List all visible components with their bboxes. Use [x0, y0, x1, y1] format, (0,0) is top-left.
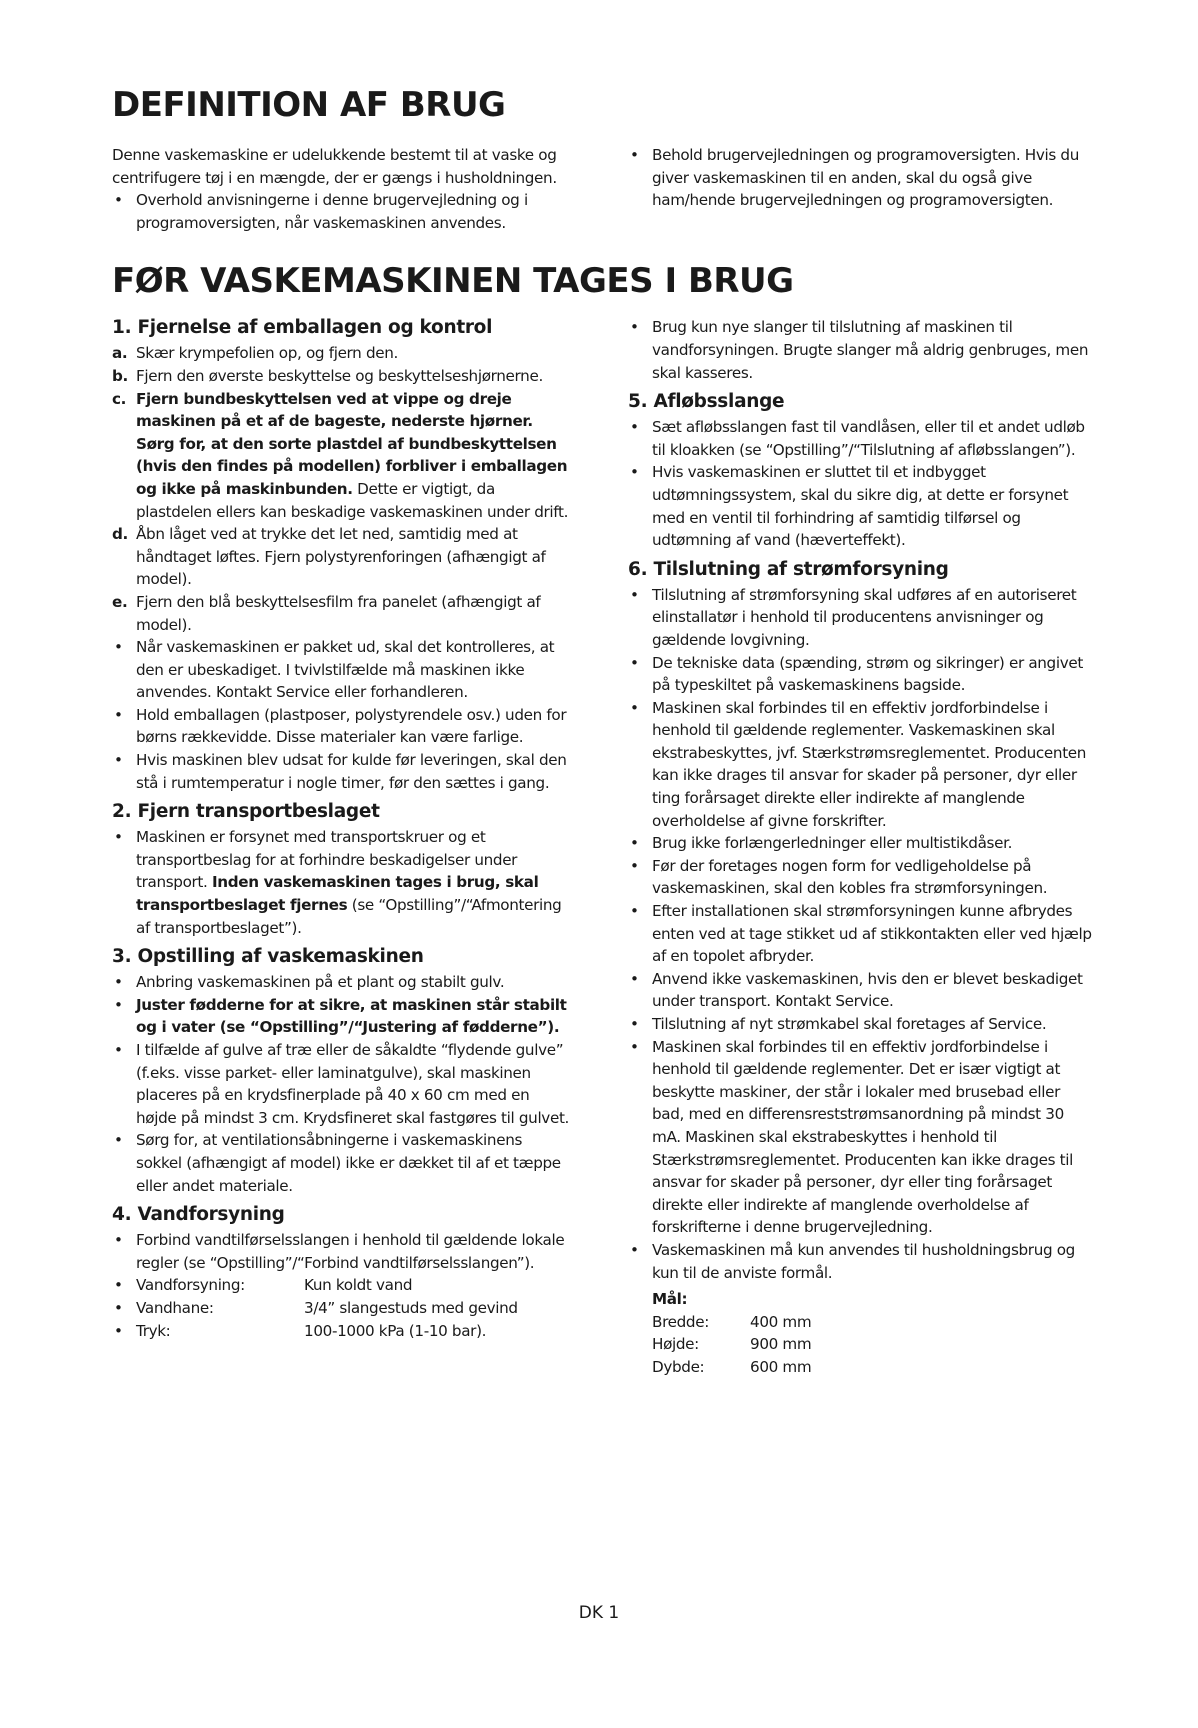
- definition-columns: [112, 144, 1092, 234]
- bullet-icon: •: [114, 1131, 123, 1150]
- list-item: • Juster fødderne for at sikre, at maskinen står stabilt og i vater (se “Opstilling”/“Justering af fødderne”).: [114, 995, 567, 1037]
- water-supply-bullets-continued: [628, 316, 1092, 384]
- list-item: • Tilslutning af strømforsyning skal udføres af en autoriseret elinstallatør i henhold til producentens anvisninger og gældende lovgivning.: [630, 585, 1077, 649]
- bullet-icon: •: [114, 1276, 123, 1295]
- list-item: • I tilfælde af gulve af træ eller de såkaldte “flydende gulve” (f.eks. visse parket- eller laminatgulve), skal maskinen placeres på en krydsfinerplade på 40 x 60 cm med en højde på mindst 3 cm. Krydsfineret skal fastgøres til gulvet.: [114, 1041, 570, 1127]
- step-e: e. Fjern den blå beskyttelsesfilm fra panelet (afhængigt af model).: [112, 592, 541, 634]
- list-item: • Hvis vaskemaskinen er sluttet til et indbygget udtømningssystem, skal du sikre dig, at dette er forsynet med en ventil til forhindring af samtidig tilførsel og udtømning af vand (hæverteffekt).: [630, 463, 1069, 550]
- drain-hose-bullets: [628, 416, 1092, 552]
- list-item: • Når vaskemaskinen er pakket ud, skal det kontrolleres, at den er ubeskadiget. I tvivlstilfælde må maskinen ikke anvendes. Kontakt Service eller forhandleren.: [114, 638, 555, 702]
- water-supply-bullets: [112, 1229, 572, 1342]
- spec-row: • Vandhane: 3/4” slangestuds med gevind: [112, 1297, 572, 1320]
- spec-row: • Tryk: 100-1000 kPa (1-10 bar).: [112, 1320, 572, 1343]
- list-item: • Brug kun nye slanger til tilslutning af maskinen til vandforsyningen. Brugte slanger må aldrig genbruges, men skal kasseres.: [630, 318, 1089, 382]
- bullet-icon: •: [630, 856, 639, 875]
- bullet-icon: •: [114, 751, 123, 770]
- bullet-icon: •: [630, 698, 639, 717]
- list-item: • Maskinen skal forbindes til en effektiv jordforbindelse i henhold til gældende reglementer. Vaskemaskinen skal ekstrabeskyttes, jvf. Stærkstrømsreglementet. Producenten kan ikke drages til ansvar for skader på personer, dyr eller ting forårsaget direkte eller indirekte af manglende overholdelse af givne forskrifter.: [630, 698, 1087, 830]
- subheading-transport-bracket: 2. Fjern transportbeslaget: [112, 801, 380, 823]
- dimensions-table: [628, 1288, 1092, 1378]
- list-item: • Forbind vandtilførselsslangen i henhold til gældende lokale regler (se “Opstilling”/“Forbind vandtilførselsslangen”).: [114, 1231, 565, 1272]
- list-item: • Efter installationen skal strømforsyningen kunne afbrydes enten ved at tage stikket ud af stikkontakten eller ved hjælp af en topolet afbryder.: [630, 902, 1092, 966]
- step-a: a. Skær krympefolien op, og fjern den.: [112, 344, 398, 363]
- list-item: • Sørg for, at ventilationsåbningerne i vaskemaskinens sokkel (afhængigt af model) ikke er dækket til af et tæppe eller andet materiale.: [114, 1131, 561, 1195]
- bullet-icon: •: [114, 191, 123, 210]
- bullet-icon: •: [630, 653, 639, 672]
- bullet-icon: •: [630, 146, 639, 164]
- bullet-icon: •: [630, 418, 639, 437]
- subheading-unpacking: 1. Fjernelse af emballagen og kontrol: [112, 317, 493, 339]
- list-item: • Tilslutning af nyt strømkabel skal foretages af Service.: [628, 1013, 1092, 1036]
- dimension-row: Dybde: 600 mm: [652, 1357, 812, 1376]
- list-item: • Maskinen skal forbindes til en effektiv jordforbindelse i henhold til gældende reglementer. Det er især vigtigt at beskytte maskiner, der står i lokaler med brusebad eller bad, med en differensreststrømsanordning på mindst 30 mA. Maskinen skal ekstrabeskyttes i henhold til Stærkstrømsreglementet. Producenten kan ikke drages til ansvar for skader på personer, dyr eller ting forårsaget direkte eller indirekte af manglende overholdelse af forskrifterne i denne brugervejledning.: [630, 1037, 1074, 1237]
- subheading-power-supply: 6. Tilslutning af strømforsyning: [628, 558, 949, 580]
- list-item: • Overhold anvisningerne i denne brugervejledning og i programoversigten, når vaskemaskinen anvendes.: [114, 191, 528, 232]
- list-item: • Anbring vaskemaskinen på et plant og stabilt gulv.: [112, 971, 572, 994]
- bullet-icon: •: [114, 638, 123, 657]
- before-use-columns: [112, 316, 1092, 1378]
- manual-page: [112, 85, 1092, 1379]
- dimension-row: Højde: 900 mm: [652, 1335, 812, 1354]
- definition-right-column: [628, 144, 1092, 234]
- section-title-before-use: FØR VASKEMASKINEN TAGES I BRUG: [112, 261, 794, 302]
- list-item: • Anvend ikke vaskemaskinen, hvis den er blevet beskadiget under transport. Kontakt Service.: [630, 969, 1083, 1011]
- list-item: • Behold brugervejledningen og programoversigten. Hvis du giver vaskemaskinen til en anden, skal du også give ham/hende brugervejledningen og programoversigten.: [630, 146, 1079, 210]
- dimension-row: Bredde: 400 mm: [652, 1312, 812, 1331]
- bullet-icon: •: [630, 585, 639, 604]
- before-use-left-column: [112, 316, 572, 1378]
- bullet-icon: •: [114, 1321, 123, 1340]
- step-c: c. Fjern bundbeskyttelsen ved at vippe og dreje maskinen på et af de bageste, nederste hjørner. Sørg for, at den sorte plastdel af bundbeskyttelsen (hvis den findes på modellen) forbliver i emballagen og ikke på maskinbunden. Dette er vigtigt, da plastdelen ellers kan beskadige vaskemaskinen under drift.: [112, 389, 569, 521]
- step-b: b. Fjern den øverste beskyttelse og beskyttelseshjørnerne.: [112, 366, 543, 385]
- bullet-icon: •: [630, 1240, 639, 1259]
- definition-left-bullets: [112, 189, 572, 234]
- list-item: • Maskinen er forsynet med transportskruer og et transportbeslag for at forhindre beskadigelser under transport. Inden vaskemaskinen tages i brug, skal transportbeslaget fjernes (se “Opstilling”/“Afmontering af transportbeslaget”).: [114, 828, 562, 937]
- subheading-water-supply: 4. Vandforsyning: [112, 1204, 285, 1226]
- bullet-icon: •: [114, 995, 123, 1014]
- bullet-icon: •: [630, 1037, 639, 1056]
- bullet-icon: •: [114, 1298, 123, 1317]
- bullet-icon: •: [114, 705, 123, 724]
- installation-bullets: [112, 971, 572, 1197]
- list-item: • De tekniske data (spænding, strøm og sikringer) er angivet på typeskiltet på vaskemaskinens bagside.: [630, 653, 1083, 695]
- bullet-icon: •: [630, 902, 639, 921]
- bullet-icon: •: [114, 828, 123, 847]
- list-item: • Vaskemaskinen må kun anvendes til husholdningsbrug og kun til de anviste formål.: [630, 1240, 1075, 1282]
- section-title-definition: DEFINITION AF BRUG: [112, 85, 506, 125]
- definition-paragraph: Denne vaskemaskine er udelukkende bestemt til at vaske og centrifugere tøj i en mængde, der er gængs i husholdningen.: [112, 146, 557, 187]
- bullet-icon: •: [114, 1041, 123, 1059]
- before-use-right-column: [628, 316, 1092, 1378]
- bullet-icon: •: [630, 463, 639, 482]
- transport-bullets: [112, 826, 572, 939]
- dimensions-heading: Mål:: [652, 1290, 688, 1309]
- list-item: • Før der foretages nogen form for vedligeholdelse på vaskemaskinen, skal den kobles fra strømforsyningen.: [630, 856, 1048, 898]
- power-supply-bullets: [628, 584, 1092, 1284]
- subheading-installation: 3. Opstilling af vaskemaskinen: [112, 946, 424, 968]
- bullet-icon: •: [630, 969, 639, 988]
- subheading-drain-hose: 5. Afløbsslange: [628, 391, 785, 413]
- bullet-icon: •: [630, 318, 639, 337]
- definition-right-bullets: [628, 144, 1092, 212]
- page-number: DK 1: [578, 1603, 620, 1623]
- unpacking-bullets: [112, 636, 572, 794]
- list-item: • Sæt afløbsslangen fast til vandlåsen, eller til et andet udløb til kloakken (se “Opstilling”/“Tilslutning af afløbsslangen”).: [630, 418, 1085, 459]
- bullet-icon: •: [630, 834, 639, 853]
- bullet-icon: •: [114, 1231, 123, 1250]
- spec-row: • Vandforsyning: Kun koldt vand: [112, 1274, 572, 1297]
- list-item: • Hold emballagen (plastposer, polystyrendele osv.) uden for børns rækkevidde. Disse materialer kan være farlige.: [114, 705, 567, 747]
- unpacking-steps: [112, 342, 572, 636]
- bullet-icon: •: [630, 1015, 639, 1033]
- list-item: • Hvis maskinen blev udsat for kulde før leveringen, skal den stå i rumtemperatur i nogle timer, før den sættes i gang.: [114, 751, 567, 792]
- list-item: • Brug ikke forlængerledninger eller multistikdåser.: [628, 832, 1092, 855]
- definition-left-column: [112, 144, 572, 234]
- bullet-icon: •: [114, 973, 123, 992]
- step-c-warning: Fjern bundbeskyttelsen ved at vippe og dreje maskinen på et af de bageste, nederste hjørner. Sørg for, at den sorte plastdel af bundbeskyttelsen (hvis den findes på modellen) forbliver i emballagen og ikke på maskinbunden.: [136, 389, 568, 498]
- step-d: d. Åbn låget ved at trykke det let ned, samtidig med at håndtaget løftes. Fjern polystyrenforingen (afhængigt af model).: [112, 525, 546, 589]
